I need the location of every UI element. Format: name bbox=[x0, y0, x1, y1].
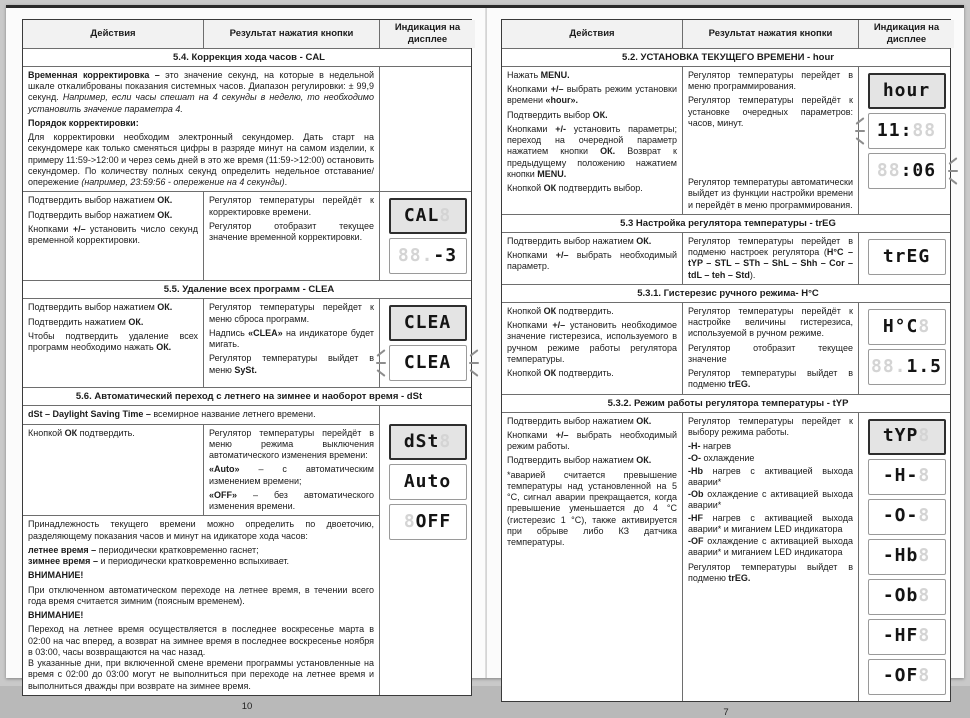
blink-rays-icon bbox=[854, 116, 867, 146]
display-cell bbox=[379, 406, 475, 695]
paragraph: Кнопками +/– установить число секунд временной корректировки. bbox=[28, 223, 198, 245]
paragraph: Подтвердить выбор ОК. bbox=[507, 109, 608, 120]
mode-item: -Hb нагрев с активацией выхода аварии* bbox=[688, 465, 853, 487]
mode-item: -O- охлаждение bbox=[688, 453, 755, 464]
section-title-row-5-6 bbox=[23, 388, 471, 406]
paragraph: Регулятор температуры перейдет в подменю настроек регулятора (H°C – tYP – STL – STh – ShL – Shh – Cor – tdL – teh – Std). bbox=[688, 235, 854, 280]
table-header-row bbox=[502, 20, 950, 49]
display-clea-blinking: CLEA bbox=[389, 345, 467, 381]
result-cell bbox=[204, 192, 380, 280]
result-cell bbox=[683, 233, 859, 284]
row-5-4-actions bbox=[23, 192, 471, 281]
row-5-2 bbox=[502, 67, 950, 215]
paragraph: Кнопками +/– выбрать режим установки времени «hour». bbox=[507, 84, 677, 106]
paragraph: Подтвердить выбор нажатием ОК. bbox=[507, 415, 652, 426]
paragraph: Для корректировки необходим электронный секундомер. Дать старт на секундомере как только сменяться цифры в разряде минут на самом изделии, к примеру 11:59->12:00 и через семь дней в это же время (11:59->12:00) остановить секундомер. По количеству полных секунд определить недельное отставание/опережение (например, 23:59:56 - опережение на 4 секунды). bbox=[28, 132, 374, 187]
actions-cell bbox=[502, 67, 683, 214]
row-5-5 bbox=[23, 299, 471, 388]
actions-cell bbox=[23, 192, 204, 280]
paragraph: «OFF» – без автоматического изменения времени. bbox=[209, 489, 374, 511]
paragraph: Регулятор температуры выйдет в подменю trEG. bbox=[688, 368, 853, 390]
display-clea: CLEA bbox=[389, 305, 467, 341]
paragraph: Регулятор температуры перейдёт к настройке величины гистерезиса, используемой в ручном режиме. bbox=[688, 305, 853, 339]
blink-rays-icon bbox=[375, 348, 388, 378]
paragraph: «Auto» – с автоматическим изменением времени; bbox=[209, 464, 374, 486]
section-title-row-5-3 bbox=[502, 215, 950, 233]
paragraph: Принадлежность текущего времени можно определить по двоеточию, разделяющему показания часов и минут на идикаторе хода часов: bbox=[28, 519, 374, 541]
manual-spread bbox=[6, 5, 964, 718]
paragraph: Регулятор температуры автоматически выйдет из функции настройки времени и перейдёт в меню программирования. bbox=[688, 177, 853, 210]
col-header-display: Индикация на дисплее bbox=[380, 20, 475, 48]
paragraph: Регулятор температуры выйдет в подменю trEG. bbox=[688, 561, 853, 583]
row-5-3-1 bbox=[502, 303, 950, 395]
display-cell bbox=[380, 192, 475, 280]
display-cell bbox=[859, 67, 954, 214]
display-mode-of: -OF 8 bbox=[868, 659, 946, 695]
mode-item: -Ob охлаждение с активацией выхода аварии* bbox=[688, 489, 853, 511]
actions-cell bbox=[502, 413, 683, 701]
page-number-left: 10 bbox=[241, 700, 253, 712]
paragraph: При отключенном автоматическом переходе на летнее время, в течении всего года время считается зимним (поясным временем). bbox=[28, 584, 374, 606]
actions-cell bbox=[502, 303, 683, 394]
paragraph: зимнее время – и периодически кратковременно вспыхивает. bbox=[28, 556, 290, 566]
paragraph: Регулятор температуры перейдет к меню сброса программ. bbox=[209, 302, 374, 324]
paragraph: Регулятор температуры выйдет в меню SySt. bbox=[209, 353, 374, 375]
section-title-5-3-1: 5.3.1. Гистерезис ручного режима- Н°С bbox=[637, 287, 819, 299]
footnote-alarm-definition: *аварией считается превышение температуры над установленной на 5 °С, сигнал аварии прекращается, когда превышение уменьшается до 4 °С (гистерезис 1 °С), также активируется при обрыве либо КЗ датчика температуры. bbox=[507, 469, 677, 547]
section-title-row-5-3-1 bbox=[502, 285, 950, 303]
paragraph: Регулятор температуры перейдет к выбору режима работы. bbox=[688, 415, 853, 437]
paragraph: Подтвердить выбор нажатием ОК. bbox=[507, 455, 652, 466]
paragraph: Регулятор температуры перейдёт к установке очередных параметров: часов, минут. bbox=[688, 95, 853, 128]
result-cell bbox=[683, 303, 859, 394]
paragraph: летнее время – периодически кратковременно гаснет; bbox=[28, 544, 259, 555]
paragraph: Кнопкой ОК подтвердить выбор. bbox=[507, 183, 643, 193]
display-hc: H°C 8 bbox=[868, 309, 946, 345]
dst-definition bbox=[23, 406, 380, 424]
paragraph: Регулятор температуры перейдёт к корректировке времени. bbox=[209, 195, 374, 217]
section-title-5-6: 5.6. Автоматический переход с летнего на зимнее и наоборот время - dSt bbox=[75, 391, 423, 403]
display-minutes-blinking: 88 :06 bbox=[868, 153, 946, 189]
paragraph: Регулятор отобразит текущее значение временной корректировки. bbox=[209, 220, 374, 242]
display-dst: dSt 8 bbox=[389, 424, 467, 460]
page-right bbox=[485, 8, 964, 718]
col-header-result: Результат нажатия кнопки bbox=[683, 20, 859, 48]
paragraph: Надпись «CLEA» на индикаторе будет мигать. bbox=[209, 327, 374, 349]
col-header-actions: Действия bbox=[23, 20, 204, 48]
display-treg: trEG bbox=[868, 239, 946, 275]
notes-cell bbox=[23, 516, 380, 695]
paragraph: Временная корректировка – это значение секунд, на которые в недельной шкале откалиброваны показания системных часов. Диапазон регулировки: ± 99,9 секунд. Например, если часы спешат на 4 секунды в неделю, то необходимо установить значение параметра 4. bbox=[28, 69, 374, 114]
section-title-5-5: 5.5. Удаление всех программ - CLEA bbox=[163, 284, 335, 296]
row-5-4-intro bbox=[23, 67, 471, 193]
display-mode-h: -H- 8 bbox=[868, 459, 946, 495]
actions-cell bbox=[502, 233, 683, 284]
paragraph: Кнопками +/– установить необходимое значение гистерезиса, используемого в ручном режиме работы регулятора температуры. bbox=[507, 320, 677, 364]
paragraph: Кнопкой ОК подтвердить. bbox=[28, 427, 135, 438]
paragraph: Регулятор температуры перейдет в меню программирования. bbox=[688, 69, 853, 91]
display-cell bbox=[380, 299, 475, 387]
attention-title: ВНИМАНИЕ! bbox=[28, 570, 84, 581]
display-auto: Auto bbox=[389, 464, 467, 500]
paragraph: Нажать MENU. bbox=[507, 69, 570, 80]
page-left bbox=[6, 8, 485, 712]
intro-text-5-4 bbox=[23, 67, 380, 192]
display-mode-hf: -HF 8 bbox=[868, 619, 946, 655]
display-mode-o: -O- 8 bbox=[868, 499, 946, 535]
page-number-right: 7 bbox=[723, 706, 729, 718]
display-cell bbox=[859, 413, 954, 701]
section-title-row-5-3-2 bbox=[502, 395, 950, 413]
paragraph: Чтобы подтвердить удаление всех программ необходимо нажать ОК. bbox=[28, 330, 198, 352]
paragraph: Кнопками +/– выбрать необходимый параметр. bbox=[507, 250, 677, 272]
display-hysteresis-value: 88. 1.5 bbox=[868, 349, 946, 385]
result-cell bbox=[204, 425, 380, 517]
row-5-3 bbox=[502, 233, 950, 285]
paragraph: Подтвердить выбор нажатием ОК. bbox=[28, 302, 173, 313]
section-title-5-3: 5.3 Настройка регулятора температуры - trEG bbox=[620, 217, 836, 229]
section-5-6-body bbox=[23, 406, 471, 695]
table-left bbox=[22, 19, 472, 696]
display-cell bbox=[859, 303, 954, 394]
blink-rays-icon bbox=[947, 156, 960, 186]
display-mode-ob: -Ob 8 bbox=[868, 579, 946, 615]
paragraph: Подтвердить выбор нажатием ОК. bbox=[28, 209, 173, 220]
col-header-display: Индикация на дисплее bbox=[859, 20, 954, 48]
paragraph: dSt – Daylight Saving Time – всемирное название летнего времени. bbox=[28, 409, 316, 420]
col-header-result: Результат нажатия кнопки bbox=[204, 20, 380, 48]
paragraph: Подтвердить нажатием ОК. bbox=[28, 316, 144, 327]
paragraph: В указанные дни, при включенной смене времени программы установленные на время с 02:00 до 03:00 могут не выполниться при переходе на летнее время и выполниться дважды при возврате на зимнее время. bbox=[28, 658, 374, 691]
display-correction-value: 88. -3 bbox=[389, 238, 467, 274]
display-typ: tYP 8 bbox=[868, 419, 946, 455]
display-hour: hour bbox=[868, 73, 946, 109]
paragraph: Кнопкой ОК подтвердить. bbox=[507, 305, 614, 316]
result-cell bbox=[683, 67, 859, 214]
table-header-row bbox=[23, 20, 471, 49]
paragraph: Регулятор температуры перейдёт в меню режима выключения автоматического изменения времени: bbox=[209, 427, 374, 460]
section-title-5-4: 5.4. Коррекция хода часов - CAL bbox=[173, 51, 325, 63]
paragraph: Переход на летнее время осуществляется в последнее воскресенье марта в 02:00 на час вперед, а возврат на зимнее время в последнее воскресенье ноября в 03:00, часы возвращаются на час назад. bbox=[28, 624, 374, 657]
actions-cell bbox=[23, 425, 204, 517]
paragraph: Подтвердить выбор нажатием ОК. bbox=[28, 195, 173, 206]
paragraph: Кнопкой ОК подтвердить. bbox=[507, 368, 614, 378]
empty-cell bbox=[380, 67, 475, 192]
paragraph: Подтвердить выбор нажатием ОК. bbox=[507, 235, 652, 246]
result-cell bbox=[683, 413, 859, 701]
row-5-3-2 bbox=[502, 413, 950, 701]
paragraph: Порядок корректировки: bbox=[28, 117, 139, 128]
attention-title: ВНИМАНИЕ! bbox=[28, 610, 84, 620]
paragraph: Кнопками +/- установить параметры; переход на очередной параметр нажатием кнопки ОК. Возврат к предыдущему положению нажатием кнопки MENU. bbox=[507, 123, 678, 179]
section-title-row-5-4 bbox=[23, 49, 471, 67]
display-cal: CAL 8 bbox=[389, 198, 467, 234]
mode-item: -HF нагрев с активацией выхода аварии* и миганием LED индикатора bbox=[688, 512, 853, 534]
display-mode-hb: -Hb 8 bbox=[868, 539, 946, 575]
actions-cell bbox=[23, 299, 204, 387]
table-right bbox=[501, 19, 951, 702]
display-cell bbox=[859, 233, 954, 284]
col-header-actions: Действия bbox=[502, 20, 683, 48]
section-title-5-2: 5.2. УСТАНОВКА ТЕКУЩЕГО ВРЕМЕНИ - hour bbox=[622, 51, 834, 63]
display-hours-blinking: 11: 88 bbox=[868, 113, 946, 149]
blink-rays-icon bbox=[468, 348, 481, 378]
page-gutter bbox=[485, 8, 487, 678]
section-title-5-3-2: 5.3.2. Режим работы регулятора температуры - tYP bbox=[607, 397, 849, 409]
section-title-row-5-5 bbox=[23, 281, 471, 299]
mode-item: -H- нагрев bbox=[688, 441, 732, 451]
display-off: 8 OFF bbox=[389, 504, 467, 540]
mode-item: -OF охлаждение с активацией выхода аварии* и миганием LED индикатора bbox=[688, 536, 853, 558]
section-title-row-5-2 bbox=[502, 49, 950, 67]
paragraph: Регулятор отобразит текущее значение bbox=[688, 342, 853, 364]
result-cell bbox=[204, 299, 380, 387]
paragraph: Кнопками +/– выбрать необходимый режим работы. bbox=[507, 429, 677, 451]
